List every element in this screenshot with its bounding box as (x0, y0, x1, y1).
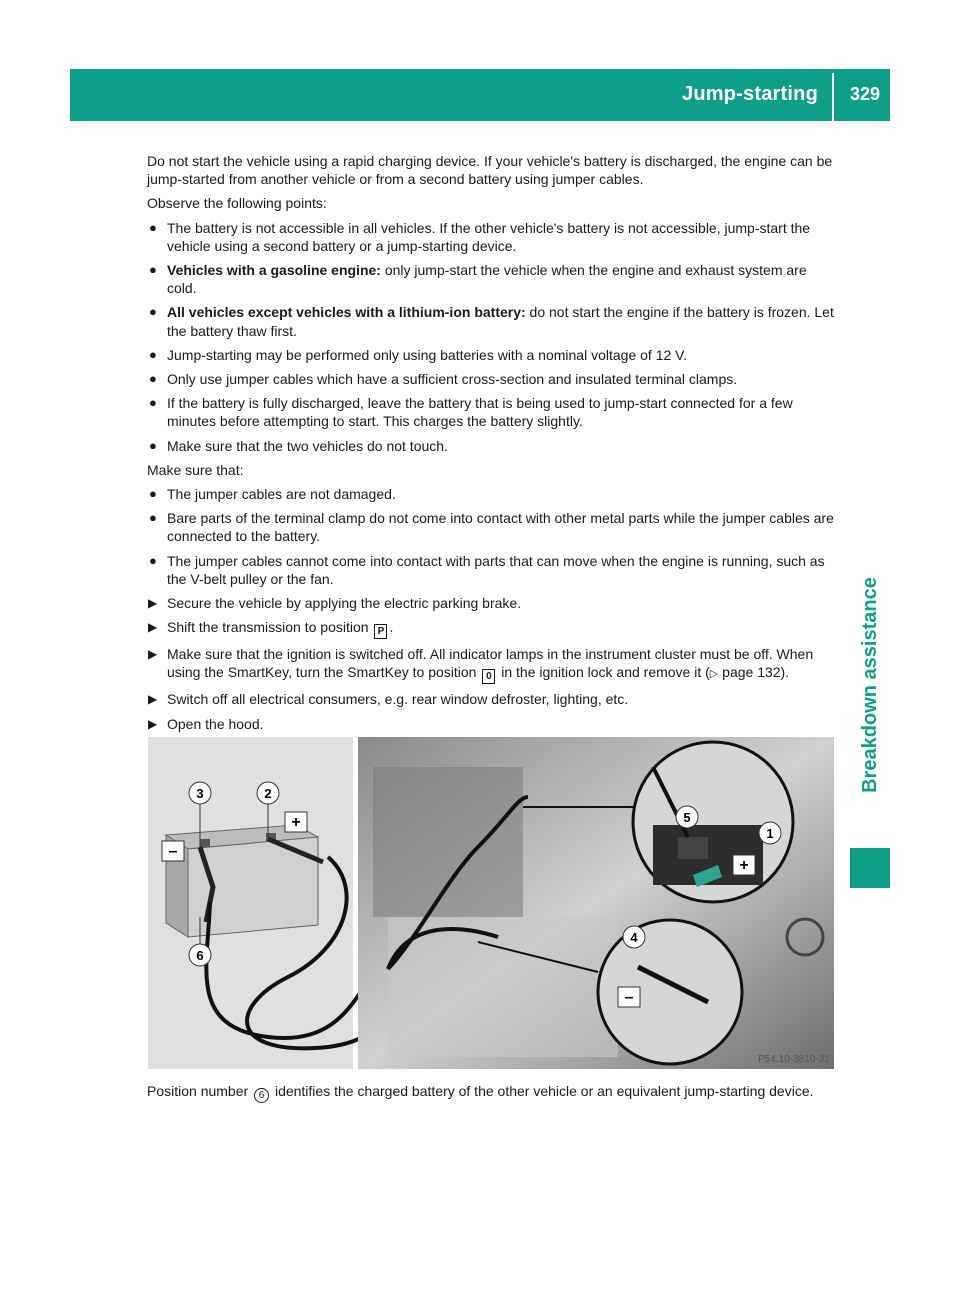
bullet-icon: ● (149, 510, 157, 526)
step-arrow-icon: ▶ (148, 647, 158, 662)
list-item: ● Bare parts of the terminal clamp do not come into contact with other metal parts while the jumper cables are connected to the battery. (149, 510, 834, 545)
list-item: ● All vehicles except vehicles with a lithium-ion battery: do not start the engine if the battery is frozen. Let the battery thaw first. (149, 304, 834, 339)
svg-text:–: – (624, 989, 634, 1006)
svg-text:+: + (739, 857, 749, 874)
bullet-icon: ● (149, 486, 157, 502)
svg-text:4: 4 (630, 930, 638, 945)
step-item: ▶ Switch off all electrical consumers, e.g. rear window defroster, lighting, etc. (148, 691, 629, 708)
bullet-icon: ● (149, 552, 157, 568)
side-marker (850, 848, 890, 888)
list-item: ● The jumper cables are not damaged. (149, 486, 396, 503)
bullet-icon: ● (149, 219, 157, 235)
list-item: ● The battery is not accessible in all vehicles. If the other vehicle's battery is not accessible, jump-start the vehicle using a second battery or a jump-starting device. (149, 219, 811, 254)
step-arrow-icon: ▶ (148, 620, 158, 635)
step-item: ▶ Shift the transmission to position P . (148, 619, 394, 638)
section-label: Breakdown assistance (859, 577, 881, 793)
points-list (147, 219, 835, 455)
list-item: ● The jumper cables cannot come into contact with parts that can move when the engine is running, such as the V-belt pulley or the fan. (149, 552, 825, 587)
zoom-positive-terminal (633, 742, 793, 902)
header-divider (832, 73, 834, 121)
step-item: ▶ Make sure that the ignition is switched off. All indicator lamps in the instrument cluster must be off. When using the SmartKey, turn the SmartKey to position 0 in the ignition lock and remove it (▷ page 132). (148, 646, 814, 683)
callout-6-icon: 6 (254, 1088, 269, 1103)
list-item-bold: All vehicles except vehicles with a lithium-ion battery: (167, 304, 526, 321)
bullet-icon: ● (149, 304, 157, 320)
page-ref-icon: ▷ (709, 668, 719, 681)
make-sure-list (147, 485, 835, 588)
jump-start-illustration (148, 737, 834, 1069)
header-bar (70, 69, 890, 121)
step-item: ▶ Open the hood. (148, 715, 264, 732)
intro-lead: Observe the following points: (147, 195, 327, 212)
body-text (147, 152, 835, 739)
list-item: ● Vehicles with a gasoline engine: only jump-start the vehicle when the engine and exhaust system are cold. (149, 262, 807, 297)
svg-text:1: 1 (766, 826, 774, 841)
svg-text:–: – (168, 843, 178, 860)
side-tab (850, 540, 890, 830)
list-item: ● Make sure that the two vehicles do not touch. (149, 437, 448, 454)
illustration-svg (148, 737, 834, 1069)
key-p-icon: P (374, 624, 387, 639)
donor-battery (166, 825, 318, 937)
steps-list (147, 594, 835, 733)
bullet-icon: ● (149, 346, 157, 362)
list-item: ● If the battery is fully discharged, leave the battery that is being used to jump-start connected for a few minutes before attempting to start. This charges the battery slightly. (149, 395, 793, 430)
step-item: ▶ Secure the vehicle by applying the electric parking brake. (148, 595, 522, 612)
svg-text:3: 3 (196, 786, 204, 801)
chapter-title: Jump-starting (682, 83, 818, 105)
list-item: ● Only use jumper cables which have a sufficient cross-section and insulated terminal clamps. (149, 371, 738, 388)
intro-paragraph: Do not start the vehicle using a rapid charging device. If your vehicle's battery is discharged, the engine can be jump-started from another vehicle or from a second battery using jumper cables. (147, 153, 833, 188)
page-ref-link[interactable]: page 132). (718, 664, 790, 681)
svg-text:5: 5 (683, 810, 691, 825)
svg-text:2: 2 (264, 786, 272, 801)
step-arrow-icon: ▶ (148, 596, 158, 611)
svg-text:+: + (291, 814, 301, 831)
bullet-icon: ● (149, 437, 157, 453)
bullet-icon: ● (149, 262, 157, 278)
zoom-ground-point (598, 920, 742, 1064)
step-arrow-icon: ▶ (148, 716, 158, 731)
make-sure-title: Make sure that: (147, 461, 244, 478)
bullet-icon: ● (149, 395, 157, 411)
key-0-icon: 0 (482, 669, 495, 684)
list-item-bold: Vehicles with a gasoline engine: (167, 262, 381, 279)
page-number: 329 (849, 84, 880, 104)
bullet-icon: ● (149, 371, 157, 387)
figure-caption: Position number 6 identifies the charged battery of the other vehicle or an equivalent jump-starting device. (147, 1083, 814, 1101)
svg-text:P54.10-3810-31: P54.10-3810-31 (758, 1054, 830, 1065)
step-arrow-icon: ▶ (148, 692, 158, 707)
svg-text:6: 6 (196, 948, 204, 963)
list-item: ● Jump-starting may be performed only using batteries with a nominal voltage of 12 V. (149, 346, 688, 363)
